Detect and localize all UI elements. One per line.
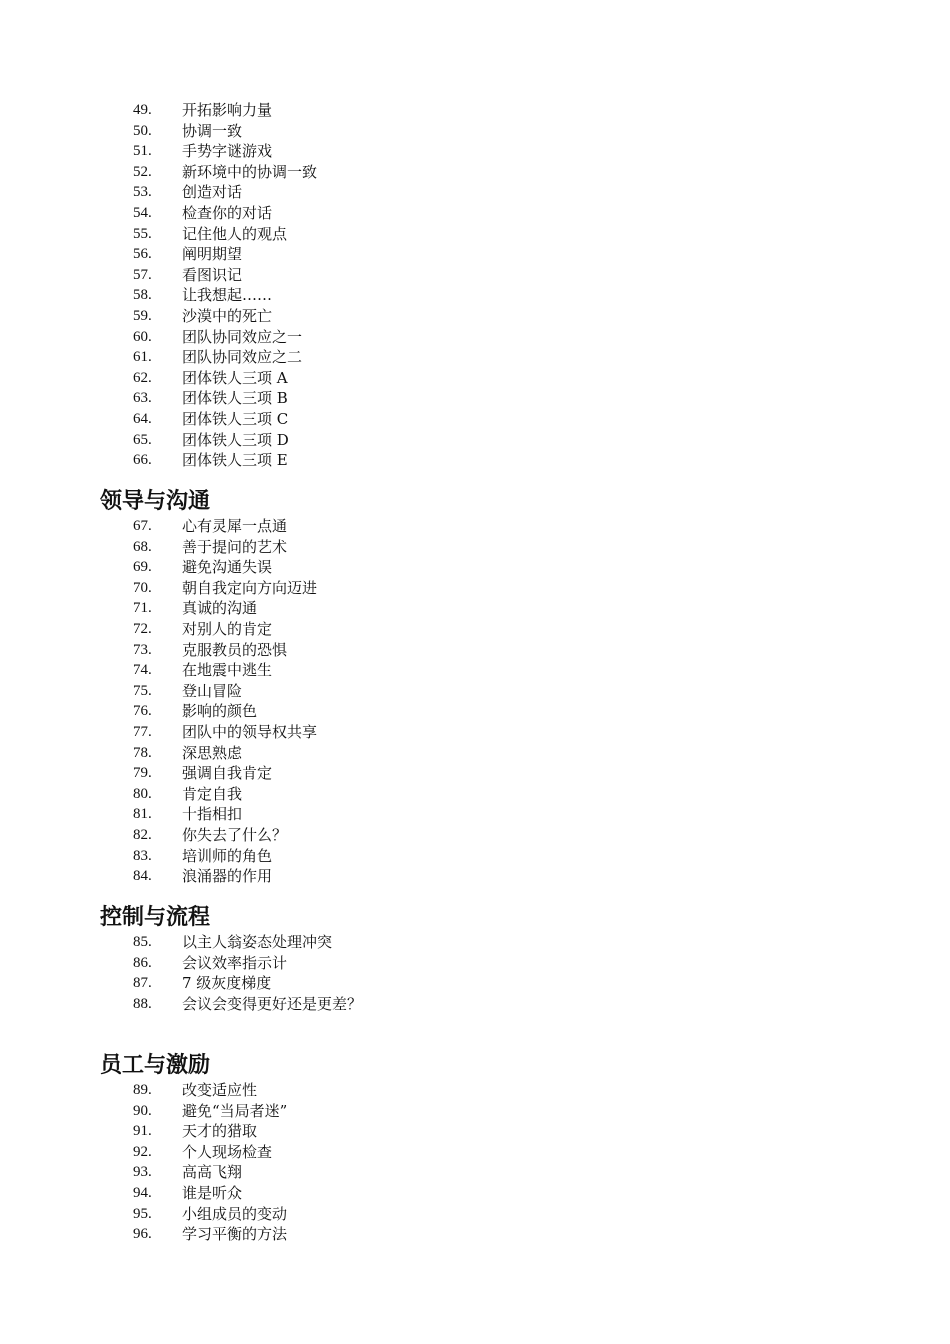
item-text: 团体铁人三项 D <box>182 430 289 449</box>
item-text: 团体铁人三项 A <box>182 368 288 387</box>
item-text: 浪涌器的作用 <box>182 867 273 886</box>
item-number: 68. <box>133 538 152 555</box>
item-text: 高高飞翔 <box>182 1163 243 1182</box>
item-number: 94. <box>133 1184 152 1201</box>
item-number: 80. <box>133 785 152 802</box>
item-number: 64. <box>133 410 152 427</box>
item-text: 记住他人的观点 <box>182 224 288 243</box>
item-text: 创造对话 <box>182 183 243 202</box>
item-number: 74. <box>133 662 152 679</box>
item-number: 54. <box>133 204 152 221</box>
item-number: 84. <box>133 868 152 885</box>
item-text: 真诚的沟通 <box>182 599 258 618</box>
item-text: 登山冒险 <box>182 681 243 700</box>
item-text: 手势字谜游戏 <box>182 142 273 161</box>
item-number: 95. <box>133 1205 152 1222</box>
item-text: 在地震中逃生 <box>182 661 273 680</box>
item-number: 58. <box>133 287 152 304</box>
item-text: 阐明期望 <box>182 245 243 264</box>
item-number: 67. <box>133 518 152 534</box>
item-text: 肯定自我 <box>182 784 243 803</box>
item-text: 检查你的对话 <box>182 203 273 222</box>
item-text: 影响的颜色 <box>182 702 258 721</box>
item-text: 会议会变得更好还是更差？ <box>182 994 363 1013</box>
item-text: 团队协同效应之一 <box>182 327 303 346</box>
item-text: 十指相扣 <box>182 805 243 824</box>
item-text: 沙漠中的死亡 <box>182 306 273 325</box>
item-text: 以主人翁姿态处理冲突 <box>182 933 333 951</box>
item-number: 78. <box>133 744 152 761</box>
item-number: 96. <box>133 1226 152 1243</box>
item-number: 83. <box>133 847 152 864</box>
item-number: 79. <box>133 765 152 782</box>
item-number: 77. <box>133 723 152 740</box>
item-number: 91. <box>133 1123 152 1140</box>
item-number: 81. <box>133 806 152 823</box>
item-text: 朝自我定向方向迈进 <box>182 578 318 597</box>
item-text: 避免“当局者迷” <box>182 1101 288 1120</box>
item-number: 57. <box>133 266 152 283</box>
item-number: 89. <box>133 1082 152 1098</box>
item-text: 协调一致 <box>182 121 243 140</box>
item-number: 75. <box>133 682 152 699</box>
item-number: 50. <box>133 122 152 139</box>
item-number: 85. <box>133 934 152 950</box>
item-number: 82. <box>133 826 152 843</box>
item-text: 团队协同效应之二 <box>182 348 303 367</box>
item-number: 70. <box>133 579 152 596</box>
item-number: 49. <box>133 102 152 118</box>
item-text: 小组成员的变动 <box>182 1204 288 1223</box>
item-number: 76. <box>133 703 152 720</box>
item-number: 61. <box>133 349 152 366</box>
item-number: 71. <box>133 600 152 617</box>
item-text: 7 级灰度梯度 <box>182 974 272 993</box>
item-number: 88. <box>133 995 152 1012</box>
item-number: 69. <box>133 559 152 576</box>
item-text: 看图识记 <box>182 265 243 284</box>
item-text: 深思熟虑 <box>182 743 243 762</box>
section-heading: 员工与激励 <box>100 1052 211 1078</box>
item-text: 改变适应性 <box>182 1081 258 1099</box>
item-text: 你失去了什么？ <box>182 825 288 844</box>
item-number: 66. <box>133 452 152 469</box>
item-number: 65. <box>133 431 152 448</box>
item-number: 53. <box>133 184 152 201</box>
item-text: 团队中的领导权共享 <box>182 722 318 741</box>
section-heading: 控制与流程 <box>100 904 211 930</box>
item-text: 团体铁人三项 C <box>182 409 289 428</box>
item-text: 天才的猎取 <box>182 1122 258 1141</box>
item-text: 开拓影响力量 <box>182 101 273 119</box>
item-text: 让我想起…… <box>182 286 273 305</box>
section-heading: 领导与沟通 <box>100 488 211 514</box>
item-number: 55. <box>133 225 152 242</box>
item-text: 新环境中的协调一致 <box>182 162 318 181</box>
item-text: 个人现场检查 <box>182 1142 273 1161</box>
item-number: 59. <box>133 307 152 324</box>
item-number: 62. <box>133 369 152 386</box>
item-text: 团体铁人三项 E <box>182 451 288 470</box>
item-text: 强调自我肯定 <box>182 764 273 783</box>
item-text: 培训师的角色 <box>182 846 273 865</box>
item-text: 会议效率指示计 <box>182 953 288 972</box>
item-number: 87. <box>133 975 152 992</box>
item-text: 克服教员的恐惧 <box>182 640 288 659</box>
item-number: 56. <box>133 246 152 263</box>
item-text: 谁是听众 <box>182 1183 243 1202</box>
item-text: 心有灵犀一点通 <box>182 517 288 535</box>
item-number: 72. <box>133 620 152 637</box>
item-text: 避免沟通失误 <box>182 558 273 577</box>
item-number: 51. <box>133 143 152 160</box>
item-number: 93. <box>133 1164 152 1181</box>
item-text: 学习平衡的方法 <box>182 1225 288 1244</box>
item-number: 86. <box>133 954 152 971</box>
item-number: 63. <box>133 390 152 407</box>
item-text: 善于提问的艺术 <box>182 537 288 556</box>
item-number: 73. <box>133 641 152 658</box>
item-number: 52. <box>133 163 152 180</box>
item-number: 90. <box>133 1102 152 1119</box>
item-text: 对别人的肯定 <box>182 619 273 638</box>
item-number: 92. <box>133 1143 152 1160</box>
item-text: 团体铁人三项 B <box>182 389 288 408</box>
item-number: 60. <box>133 328 152 345</box>
